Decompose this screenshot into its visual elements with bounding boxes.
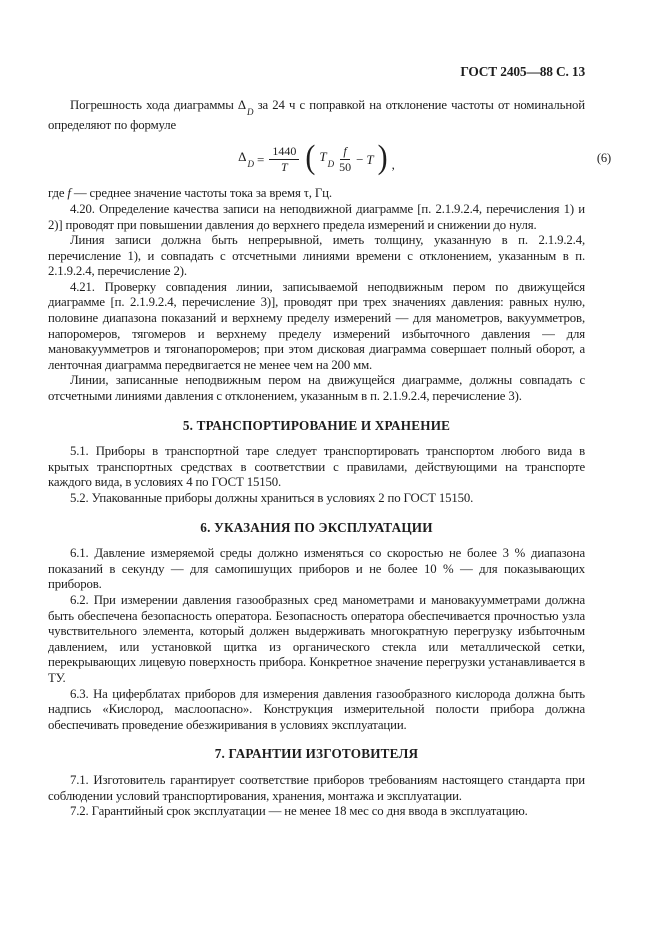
clause-6-1: 6.1. Давление измеряемой среды должно изменяться со скоростью не более 3 % диапазона показаний в секунду — для самопишущих приборов и не более 10 % — для показывающих приборов.	[48, 546, 585, 592]
where-prefix: где	[48, 186, 68, 201]
equals-sign: =	[256, 151, 265, 167]
section-7-heading: 7. ГАРАНТИИ ИЗГОТОВИТЕЛЯ	[214, 746, 419, 762]
intro-text-after: за 24 ч с поправкой на отклонение частоты от номинальной определяют по формуле	[48, 97, 585, 132]
close-paren: )	[377, 139, 388, 177]
intro-text-before: Погрешность хода диаграммы	[70, 97, 238, 112]
clause-4-21: 4.21. Проверку совпадения линии, записываемой неподвижным пером по движущейся диаграмме [п. 2.1.9.2.4, перечисление 3)], проводят при трех значениях давления: равных нулю, половине диапазона показаний и верхнему пределу измерений — для манометров, вакуумметров, напоромеров, тягомеров и верхнему пределу измерений избыточного давления — для мановакуумметров и тягонапоромеров; при этом дисковая диаграмма совершает полный оборот, а ленточная диаграмма передвигается не менее чем на 200 мм.	[48, 279, 585, 372]
intro-paragraph	[48, 98, 585, 134]
formula-T-end: T	[366, 151, 374, 167]
delta-symbol: Δ	[237, 97, 246, 112]
formula-comma: ,	[391, 156, 395, 172]
formula-TD: $T_D$	[319, 148, 335, 170]
fraction-f-50: $\frac{f}{50}$	[339, 143, 352, 174]
clause-6-2: 6.2. При измерении давления газообразных сред манометрами и мановакуумметрами должна быть обеспечена безопасность оператора. Безопасность оператора обеспечивается прочностью узла чувствительного элемента, который должен выдерживать многократную перегрузку избыточным давлением, или установкой щитка из органического стекла или металлической сетки, перекрывающих лицевую поверхность прибора. Конкретное значение перегрузки устанавливается в ТУ.	[48, 592, 585, 685]
clause-7-2: 7.2. Гарантийный срок эксплуатации — не менее 18 мес со дня ввода в эксплуатацию.	[70, 804, 528, 819]
clause-5-1: 5.1. Приборы в транспортной таре следует транспортировать транспортом любого вида в крытых транспортных средствах в соответствии с правилами, действующими на транспорте каждого вида, в условиях 4 по ГОСТ 15150.	[48, 444, 585, 490]
clause-4-20: 4.20. Определение качества записи на неподвижной диаграмме [п. 2.1.9.2.4, перечисления 1) и 2)] проводят при повышении давления до верхнего предела измерений и снижении до нуля.	[48, 201, 585, 232]
page-header: ГОСТ 2405—88 С. 13	[460, 64, 585, 79]
where-suffix: — среднее значение частоты тока за время τ, Гц.	[70, 186, 332, 201]
f-variable: f	[67, 186, 71, 201]
formula-delta: $\Delta_D$	[238, 148, 254, 170]
clause-5-2: 5.2. Упакованные приборы должны храниться в условиях 2 по ГОСТ 15150.	[70, 491, 474, 506]
section-6-heading: 6. УКАЗАНИЯ ПО ЭКСПЛУАТАЦИИ	[200, 519, 433, 535]
clause-4-20-continued: Линия записи должна быть непрерывной, иметь толщину, указанную в п. 2.1.9.2.4, перечисление 1), и совпадать с отсчетными линиями времени с отклонением, указанным в п. 2.1.9.2.4, перечисление 2).	[48, 233, 585, 279]
equation-number: (6)	[596, 151, 611, 166]
open-paren: (	[305, 139, 316, 177]
section-5-heading: 5. ТРАНСПОРТИРОВАНИЕ И ХРАНЕНИЕ	[182, 417, 451, 433]
clause-4-21-continued: Линии, записанные неподвижным пером на движущейся диаграмме, должны совпадать с отсчетными линиями давления с отклонением, указанным в п. 2.1.9.2.4, перечисление 3).	[48, 373, 585, 404]
formula-block	[48, 138, 611, 180]
formula-6	[238, 138, 395, 180]
clause-6-3: 6.3. На циферблатах приборов для измерения давления газообразного кислорода должна быть надпись «Кислород, маслоопасно». Конструкция измерительной полости прибора должна обеспечивать проведение обезжиривания в условиях эксплуатации.	[48, 686, 585, 732]
minus-sign: −	[356, 151, 364, 167]
fraction-1440-T: $\frac{1440}{T}$	[269, 145, 299, 174]
where-clause	[48, 186, 585, 202]
delta-subscript: D	[247, 107, 254, 118]
clause-7-1: 7.1. Изготовитель гарантирует соответствие приборов требованиям настоящего стандарта при соблюдении условий транспортирования, хранения, монтажа и эксплуатации.	[48, 772, 585, 803]
